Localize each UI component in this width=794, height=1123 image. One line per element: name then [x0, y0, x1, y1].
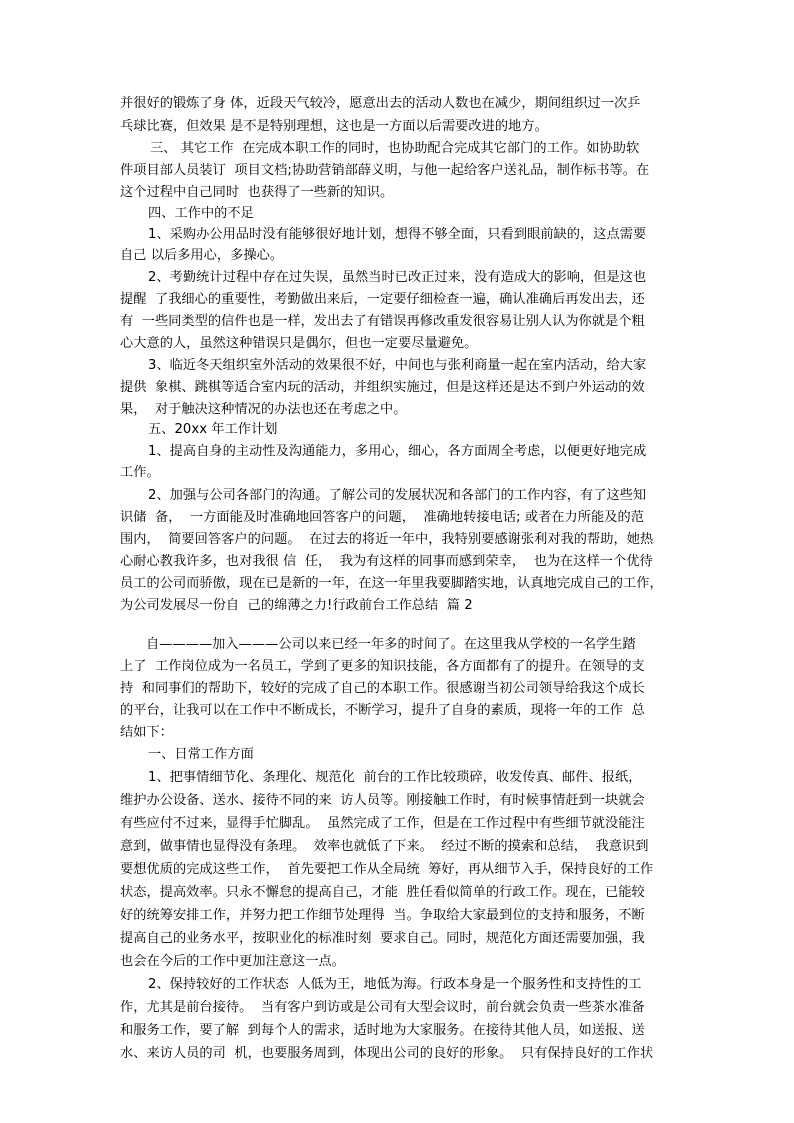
text-line: 持 和同事们的帮助下，较好的完成了自己的本职工作。很感谢当初公司领导给我这个成长 — [120, 681, 645, 696]
text-line: 三、 其它工作 在完成本职工作的同时，也协助配合完成其它部门的工作。如协助软 — [150, 141, 640, 156]
text-line: 2、考勤统计过程中存在过失误，虽然当时已改正过来，没有造成大的影响，但是这也 — [148, 270, 647, 285]
text-line: 有些应付不过来，显得手忙脚乱。 虽然完成了工作，但是在工作过程中有些细节就没能注 — [120, 816, 645, 831]
text-line: 这个过程中自己同时 也获得了一些新的知识。 — [120, 185, 394, 200]
text-line: 3、临近冬天组织室外活动的效果很不好，中间也与张利商量一起在室内活动，给大家 — [148, 358, 647, 373]
text-line: 2、保持较好的工作状态 人低为王，地低为海。行政本身是一个服务性和支持性的工 — [148, 977, 642, 992]
section-heading: 五、20xx 年工作计划 — [148, 422, 278, 437]
text-line: 提醒 了我细心的重要性，考勤做出来后，一定要仔细检查一遍，确认准确后再发出去，还 — [120, 292, 645, 307]
text-line: 心耐心教我许多，也对我很 信 任， 我为有这样的同事而感到荣幸， 也为在这样一个优待 — [120, 554, 653, 569]
text-line: 上了 工作岗位成为一名员工，学到了更多的知识技能，各方面都有了的提升。在领导的支 — [120, 659, 645, 674]
text-line: 1、采购办公用品时没有能够很好地计划，想得不够全面，只看到眼前缺的，这点需要 — [148, 227, 647, 242]
text-line: 心大意的人，虽然这种错误只是偶尔，但也一定要尽量避免。 — [120, 336, 478, 351]
text-line: 果， 对于触决这种情况的办法也还在考虑之中。 — [120, 402, 407, 417]
text-line: 1、提高自身的主动性及沟通能力，多用心，细心，各方面周全考虑，以便更好地完成 — [148, 444, 647, 459]
text-line: 水、来访人员的司 机，也要服务周到，体现出公司的良好的形象。 只有保持良好的工作状 — [120, 1046, 654, 1061]
text-line: 员工的公司而骄傲，现在已是新的一年，在这一年里我要脚踏实地，认真地完成自己的工作， — [120, 576, 663, 591]
section-heading: 一、日常工作方面 — [148, 747, 254, 762]
text-line: 围内， 简要回答客户的问题。 在过去的将近一年中，我特别要感谢张利对我的帮助，她热 — [120, 532, 654, 547]
text-line: 和服务工作，要了解 到每个人的需求，适时地为大家服务。在接待其他人员，如送报、送 — [120, 1023, 645, 1038]
text-line: 作，尤其是前台接待。 当有客户到访或是公司有大型会议时，前台就会负责一些茶水准备 — [120, 1000, 645, 1015]
text-line: 为公司发展尽一份自 己的绵薄之力!行政前台工作总结 篇 2 — [120, 598, 473, 613]
text-line: 意到，做事情也显得没有条理。 效率也就低了下来。 经过不断的摸索和总结， 我意识到 — [120, 839, 649, 854]
text-line: 工作。 — [120, 465, 160, 480]
section-heading: 四、工作中的不足 — [148, 206, 254, 221]
text-line: 1、把事情细节化、条理化、规范化 前台的工作比较琐碎，收发传真、邮件、报纸， — [148, 770, 642, 785]
text-line: 维护办公设备、送水、接待不同的来 访人员等。刚接触工作时，有时候事情赶到一块就会 — [120, 793, 645, 808]
text-line: 也会在今后的工作中更加注意这一点。 — [120, 954, 346, 969]
text-line: 识储 备， 一方面能及时准确地回答客户的问题， 准确地转接电话; 或者在力所能及的范 — [120, 510, 644, 525]
text-line: 结如下： — [120, 725, 173, 740]
text-line: 自————加入———公司以来已经一年多的时间了。在这里我从学校的一名学生踏 — [146, 637, 636, 652]
text-line: 自己 以后多用心，多操心。 — [120, 248, 284, 263]
text-line: 要想优质的完成这些工作， 首先要把工作从全局统 筹好，再从细节入手，保持良好的工作 — [120, 862, 654, 877]
text-line: 并很好的锻炼了身 体，近段天气较冷，愿意出去的活动人数也在减少，期间组织过一次乒 — [120, 96, 641, 111]
text-line: 乓球比赛，但效果 是不是特别理想，这也是一方面以后需要改进的地方。 — [120, 119, 548, 134]
text-line: 提高自己的业务水平，按职业化的标准时刻 要求自己。同时，规范化方面还需要加强，我 — [120, 931, 645, 946]
text-line: 件项目部人员装订 项目文档;协助营销部薛义明，与他一起给客户送礼品，制作标书等。在 — [120, 163, 650, 178]
text-line: 2、加强与公司各部门的沟通。了解公司的发展状况和各部门的工作内容，有了这些知 — [148, 488, 647, 503]
text-line: 好的统筹安排工作，并努力把工作细节处理得 当。争取给大家最到位的支持和服务，不断 — [120, 908, 645, 923]
text-line: 有 一些同类型的信件也是一样，发出去了有错误再修改重发很容易让别人认为你就是个粗 — [120, 314, 645, 329]
text-line: 状态，提高效率。只永不懈怠的提高自己，才能 胜任看似简单的行政工作。现在，已能较 — [120, 885, 645, 900]
text-line: 的平台，让我可以在工作中不断成长，不断学习，提升了自身的素质，现将一年的工作 总 — [120, 703, 645, 718]
text-line: 提供 象棋、跳棋等适合室内玩的活动，并组织实施过，但是这样还是达不到户外运动的效 — [120, 380, 645, 395]
